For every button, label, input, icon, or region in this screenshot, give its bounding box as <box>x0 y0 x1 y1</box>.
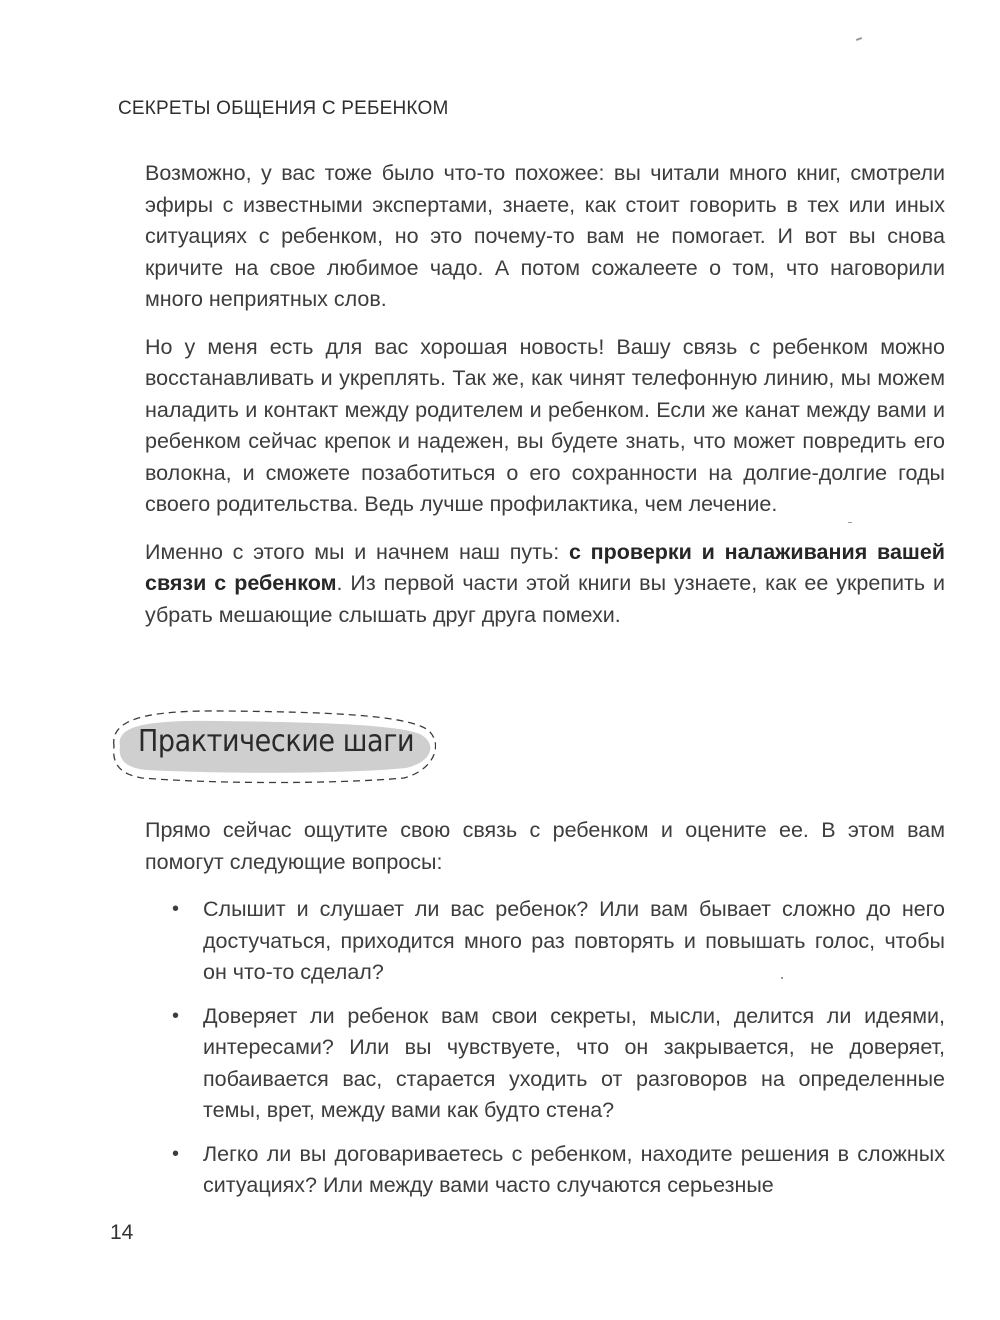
intro-paragraph: Прямо сейчас ощутите свою связь с ребенком и оцените ее. В этом вам помогут следующие вопросы: <box>145 818 945 874</box>
list-item-text: Легко ли вы договариваетесь с ребенком, находите решения в сложных ситуациях? Или между вами часто случаются серьезные <box>203 1141 945 1197</box>
paragraph-emphasis <box>145 537 945 632</box>
bullet-icon: • <box>172 1142 180 1165</box>
bullet-icon: • <box>172 1004 180 1027</box>
paragraph: Но у меня есть для вас хорошая новость! Вашу связь с ребенком можно восстанавливать и укреплять. Так же, как чинят телефонную линию, мы можем наладить и контакт между родителем и ребенком. Если же канат между вами и ребенком сейчас крепок и надежен, вы будете знать, что может повредить его волокна, и сможете позаботиться о его сохранности на долгие-долгие годы своего родительства. Ведь лучше профилактика, чем лечение. <box>145 334 945 516</box>
list-item <box>145 894 945 989</box>
paragraph-text-after: . Из первой части этой книги вы узнаете, как ее укрепить и убрать мешающие слышать друг друга помехи. <box>145 571 945 627</box>
question-list <box>145 894 945 1202</box>
paragraph-text-before: Именно с этого мы и начнем наш путь: <box>145 539 569 564</box>
list-item <box>145 1001 945 1127</box>
scan-speck <box>781 977 783 979</box>
list-item <box>145 1139 945 1202</box>
paragraph: Возможно, у вас тоже было что-то похожее: вы читали много книг, смотрели эфиры с известными экспертами, знаете, как стоит говорить в тех или иных ситуациях с ребенком, но это почему-то вам не помогает. И вот вы снова кричите на свое любимое чадо. А потом сожалеете о том, что наговорили много неприятных слов. <box>145 161 945 311</box>
body-text-bottom <box>145 815 945 1214</box>
page-number: 14 <box>110 1221 134 1244</box>
running-header: СЕКРЕТЫ ОБЩЕНИЯ С РЕБЕНКОМ <box>118 98 449 119</box>
scan-speck <box>856 37 862 41</box>
list-item-text: Слышит и слушает ли вас ребенок? Или вам бывает сложно до него достучаться, приходится много раз повторять и повышать голос, чтобы он что-то сделал? <box>203 897 945 984</box>
body-text-top <box>145 158 945 647</box>
scan-speck <box>848 522 852 523</box>
section-title: Практические шаги <box>138 724 415 759</box>
list-item-text: Доверяет ли ребенок вам свои секреты, мысли, делится ли идеями, интересами? Или вы чувствуете, что он закрывается, не доверяет, побаивается вас, старается уходить от разговоров на определенные темы, врет, между вами как будто стена? <box>203 1003 945 1122</box>
bullet-icon: • <box>172 898 180 920</box>
bold-emphasis: с проверки и налаживания вашей связи с ребенком <box>145 539 946 595</box>
